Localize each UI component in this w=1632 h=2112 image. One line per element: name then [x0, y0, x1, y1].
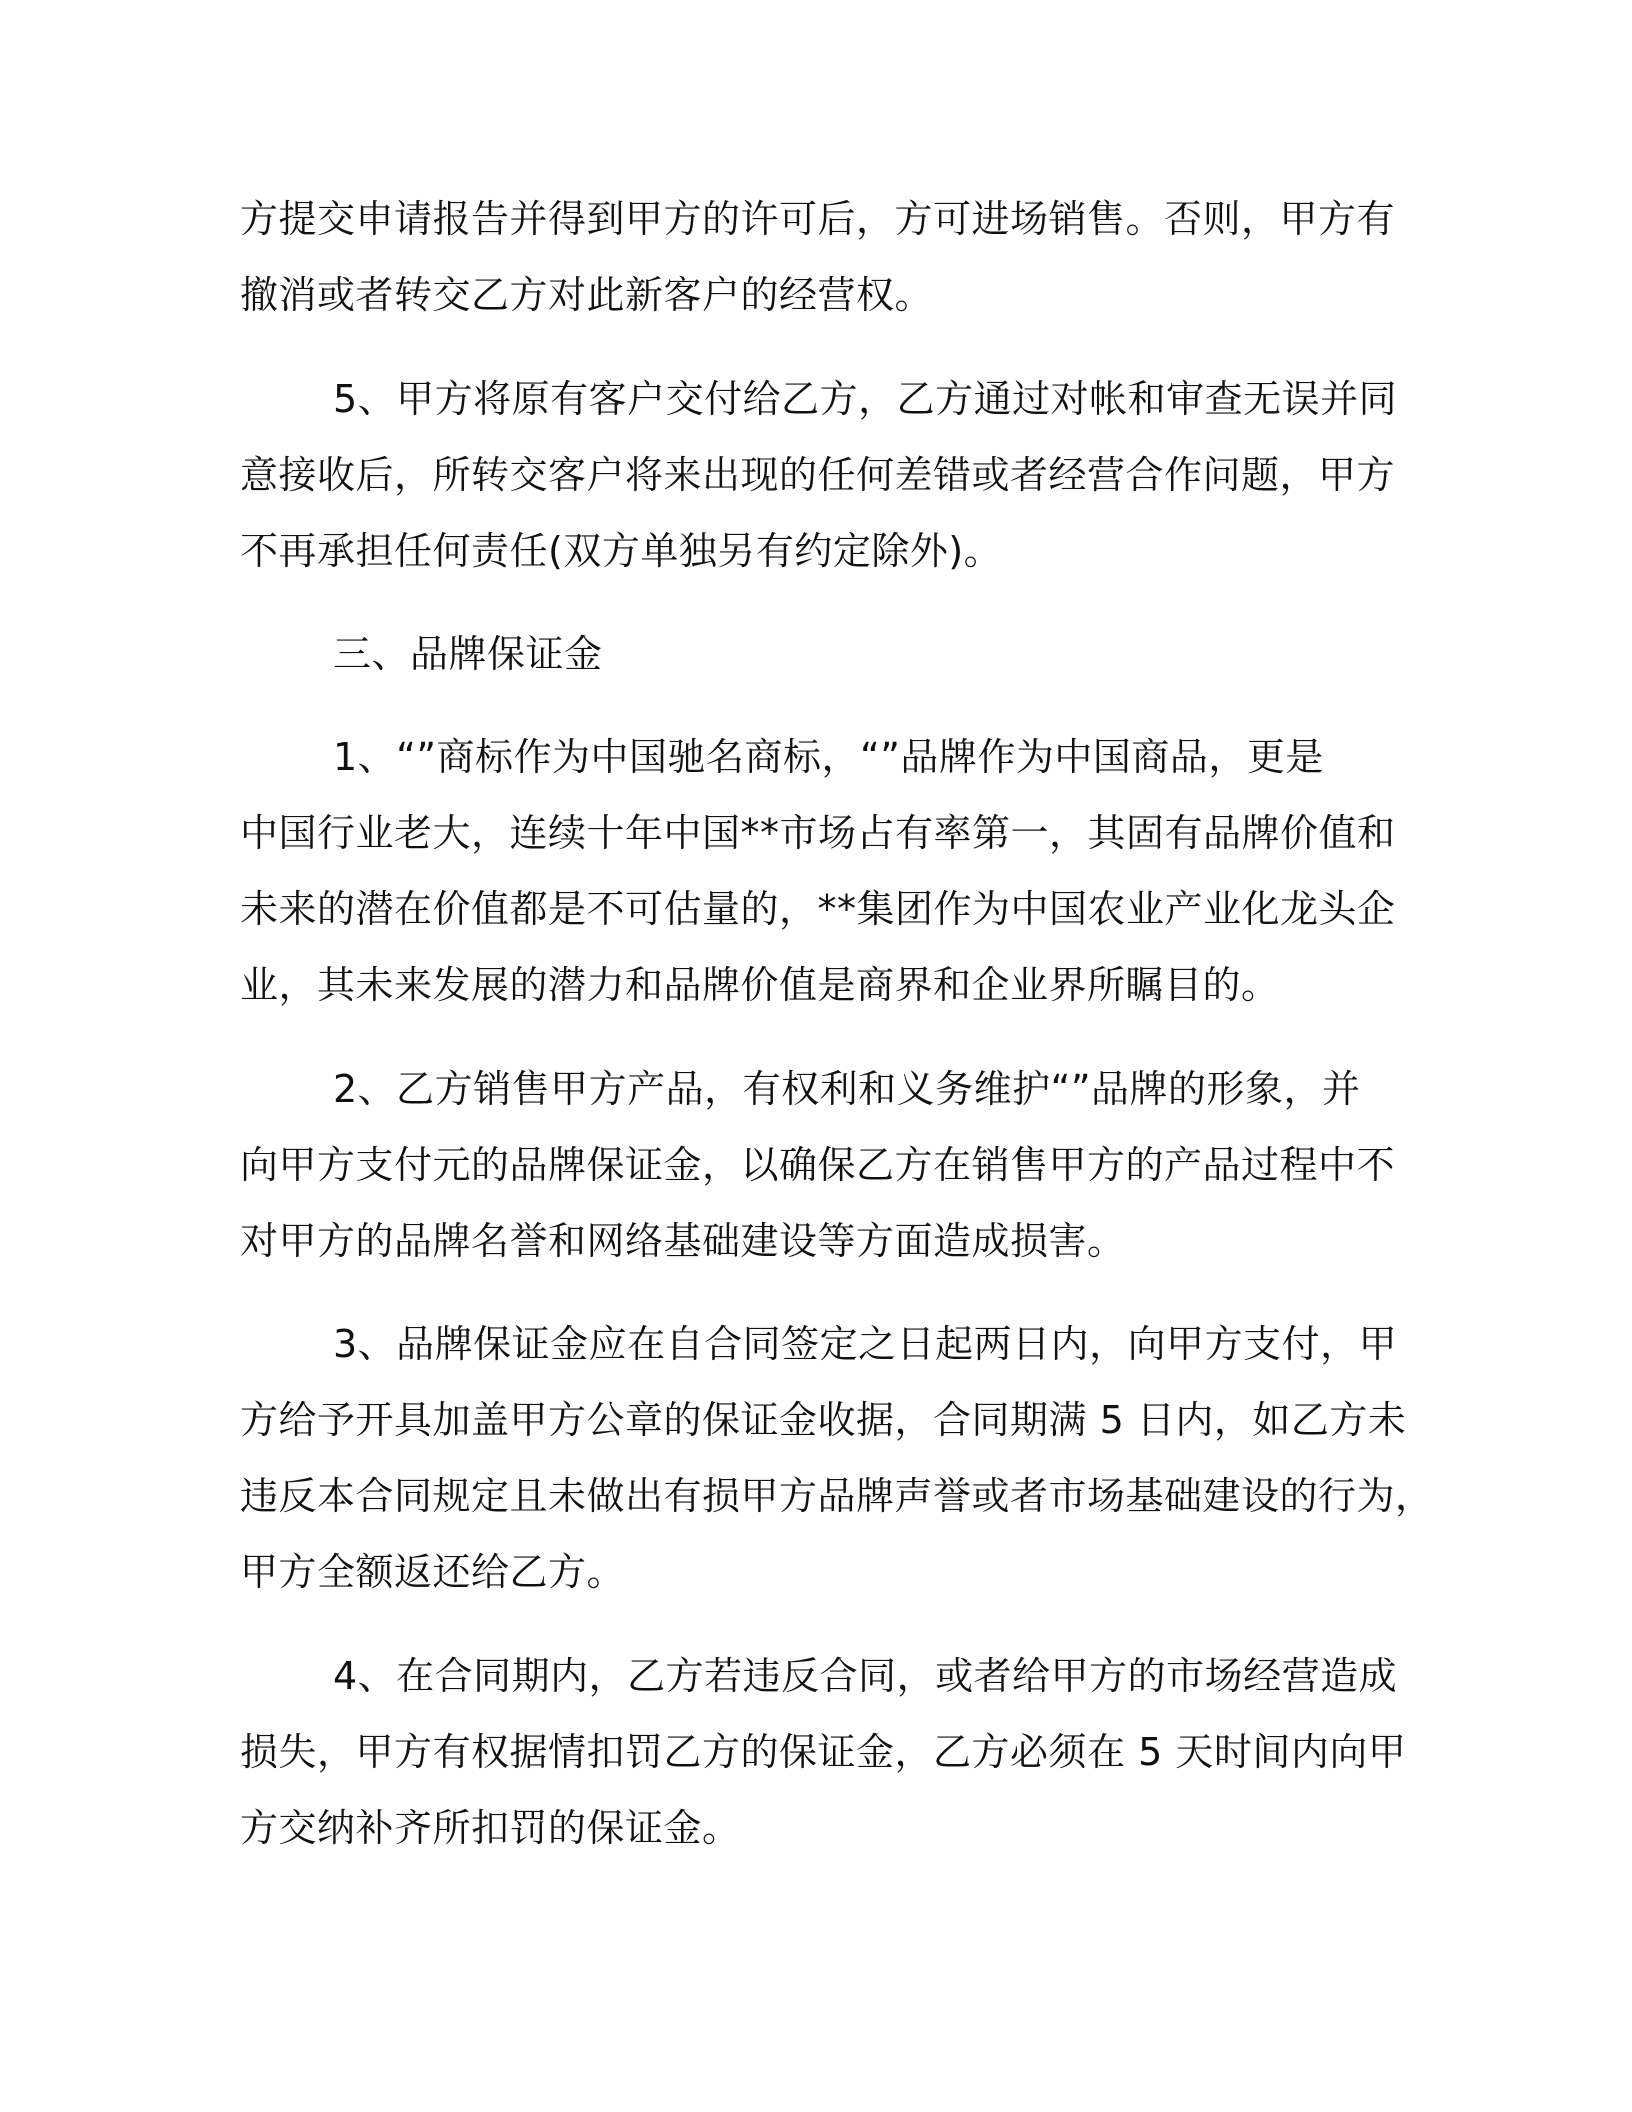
paragraph-1-line: 1、“”商标作为中国驰名商标，“”品牌作为中国商品，更是 — [333, 735, 1324, 779]
text-line: 甲方全额返还给乙方。 — [240, 1550, 626, 1594]
paragraph-4-line: 4、在合同期内，乙方若违反合同，或者给甲方的市场经营造成 — [333, 1654, 1398, 1698]
section-heading: 三、品牌保证金 — [333, 632, 603, 676]
text-line: 损失，甲方有权据情扣罚乙方的保证金，乙方必须在 5 天时间内向甲 — [240, 1730, 1407, 1774]
text-line: 意接收后，所转交客户将来出现的任何差错或者经营合作问题，甲方 — [240, 453, 1396, 497]
text-line: 违反本合同规定且未做出有损甲方品牌声誉或者市场基础建设的行为， — [240, 1474, 1434, 1518]
text-line: 未来的潜在价值都是不可估量的，**集团作为中国农业产业化龙头企 — [240, 887, 1396, 931]
text-line: 对甲方的品牌名誉和网络基础建设等方面造成损害。 — [240, 1219, 1126, 1263]
text-line: 业，其未来发展的潜力和品牌价值是商界和企业界所瞩目的。 — [240, 963, 1280, 1007]
text-line: 方交纳补齐所扣罚的保证金。 — [240, 1806, 741, 1850]
text-line: 中国行业老大，连续十年中国**市场占有率第一，其固有品牌价值和 — [240, 811, 1396, 855]
text-line: 撤消或者转交乙方对此新客户的经营权。 — [240, 273, 934, 317]
text-line: 不再承担任何责任(双方单独另有约定除外)。 — [240, 529, 1003, 573]
paragraph-5-line: 5、甲方将原有客户交付给乙方，乙方通过对帐和审查无误并同 — [333, 377, 1398, 421]
text-line: 方给予开具加盖甲方公章的保证金收据，合同期满 5 日内，如乙方未 — [240, 1398, 1407, 1442]
text-line: 向甲方支付元的品牌保证金，以确保乙方在销售甲方的产品过程中不 — [240, 1143, 1396, 1187]
text-line: 方提交申请报告并得到甲方的许可后，方可进场销售。否则，甲方有 — [240, 197, 1396, 241]
paragraph-2-line: 2、乙方销售甲方产品，有权利和义务维护“”品牌的形象，并 — [333, 1067, 1361, 1111]
paragraph-3-line: 3、品牌保证金应在自合同签定之日起两日内，向甲方支付，甲 — [333, 1322, 1398, 1366]
